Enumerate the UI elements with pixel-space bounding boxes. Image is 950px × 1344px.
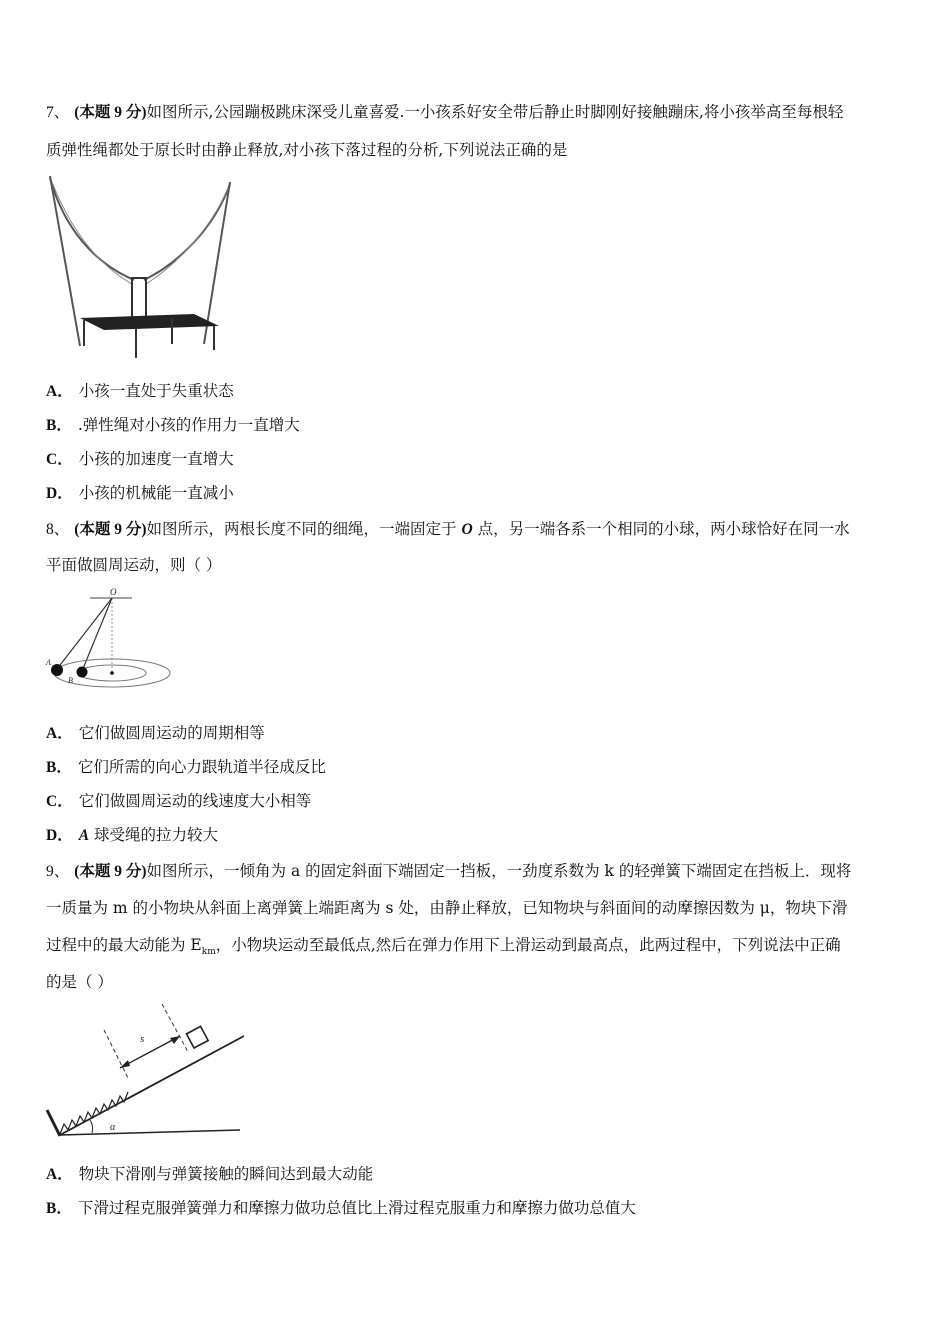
q9-option-b[interactable]: B． 下滑过程克服弹簧弹力和摩擦力做功总值比上滑过程克服重力和摩擦力做功总值大 <box>46 1199 636 1217</box>
incline-spring-figure <box>44 1002 248 1142</box>
q8-stem-line1: 8、 (本题 9 分)如图所示，两根长度不同的细绳，一端固定于 O 点，另一端各系一个相同的小球，两小球恰好在同一水 <box>46 520 850 538</box>
q8-option-d[interactable]: D． A 球受绳的拉力较大 <box>46 826 218 844</box>
q7-option-c[interactable]: C． 小孩的加速度一直增大 <box>46 450 234 468</box>
ball-a <box>51 664 63 676</box>
q7-option-b[interactable]: B． .弹性绳对小孩的作用力一直增大 <box>46 416 300 434</box>
q9-stem-line2: 一质量为 m 的小物块从斜面上离弹簧上端距离为 s 处，由静止释放，已知物块与斜面间的动摩擦因数为 μ，物块下滑 <box>46 899 848 917</box>
small-block <box>186 1026 208 1048</box>
q9-stem-line1: 9、 (本题 9 分)如图所示，一倾角为 a 的固定斜面下端固定一挡板，一劲度系数为 k 的轻弹簧下端固定在挡板上．现将 <box>46 862 852 880</box>
ball-b <box>77 667 88 678</box>
q7-option-a[interactable]: A． 小孩一直处于失重状态 <box>46 382 234 400</box>
trampoline-figure <box>44 168 240 366</box>
trampoline-right-pole <box>204 182 230 344</box>
spring-top-dashed <box>104 1030 128 1078</box>
q7-stem-line1 <box>46 102 843 123</box>
trampoline-bed <box>80 314 219 330</box>
q9-score-tag: (本题 9 分) <box>74 863 147 880</box>
q7-stem-line2: 质弹性绳都处于原长时由静止释放,对小孩下落过程的分析,下列说法正确的是 <box>46 141 568 159</box>
q7-option-d[interactable]: D． 小孩的机械能一直减小 <box>46 484 234 502</box>
angle-arc <box>90 1120 93 1133</box>
q8-option-b[interactable]: B． 它们所需的向心力跟轨道半径成反比 <box>46 758 326 776</box>
q8-score-tag: (本题 9 分) <box>74 521 147 538</box>
rope-a <box>57 598 112 669</box>
q9-stem-line3: 过程中的最大动能为 $E_{km}$，小物块运动至最低点,然后在弹力作用下上滑运动到最高点，此两过程中，下列说法中正确 <box>46 936 841 958</box>
s-label: s <box>140 1033 145 1045</box>
alpha-label: α <box>110 1122 116 1133</box>
q9-stem-line4: 的是（ ） <box>46 973 113 991</box>
baffle-plate <box>47 1110 60 1136</box>
q7-text-line1: 如图所示,公园蹦极跳床深受儿童喜爱.一小孩系好安全带后静止时脚刚好接触蹦床,将小孩举高至每根轻 <box>146 103 844 121</box>
ground-line <box>60 1130 240 1135</box>
child-harness <box>132 278 146 318</box>
conical-pendulum-figure <box>44 584 174 702</box>
ball-a-label: A <box>46 658 51 667</box>
left-elastic-rope <box>50 178 134 280</box>
block-dashed <box>162 1004 188 1052</box>
q9-option-a[interactable]: A． 物块下滑刚与弹簧接触的瞬间达到最大动能 <box>46 1165 374 1183</box>
q8-stem-line2: 平面做圆周运动，则（ ） <box>46 556 222 574</box>
ball-b-label: B <box>68 676 73 685</box>
q8-option-a[interactable]: A． 它们做圆周运动的周期相等 <box>46 724 265 742</box>
q7-score-tag: (本题 9 分) <box>74 104 147 121</box>
spring <box>60 1092 128 1134</box>
orbit-center <box>110 671 114 675</box>
q7-number: 7、 <box>46 104 70 121</box>
q8-option-c[interactable]: C． 它们做圆周运动的线速度大小相等 <box>46 792 312 810</box>
q8-number: 8、 <box>46 521 70 538</box>
q9-number: 9、 <box>46 863 70 880</box>
trampoline-left-pole <box>50 176 80 346</box>
point-o-label: O <box>110 587 117 597</box>
